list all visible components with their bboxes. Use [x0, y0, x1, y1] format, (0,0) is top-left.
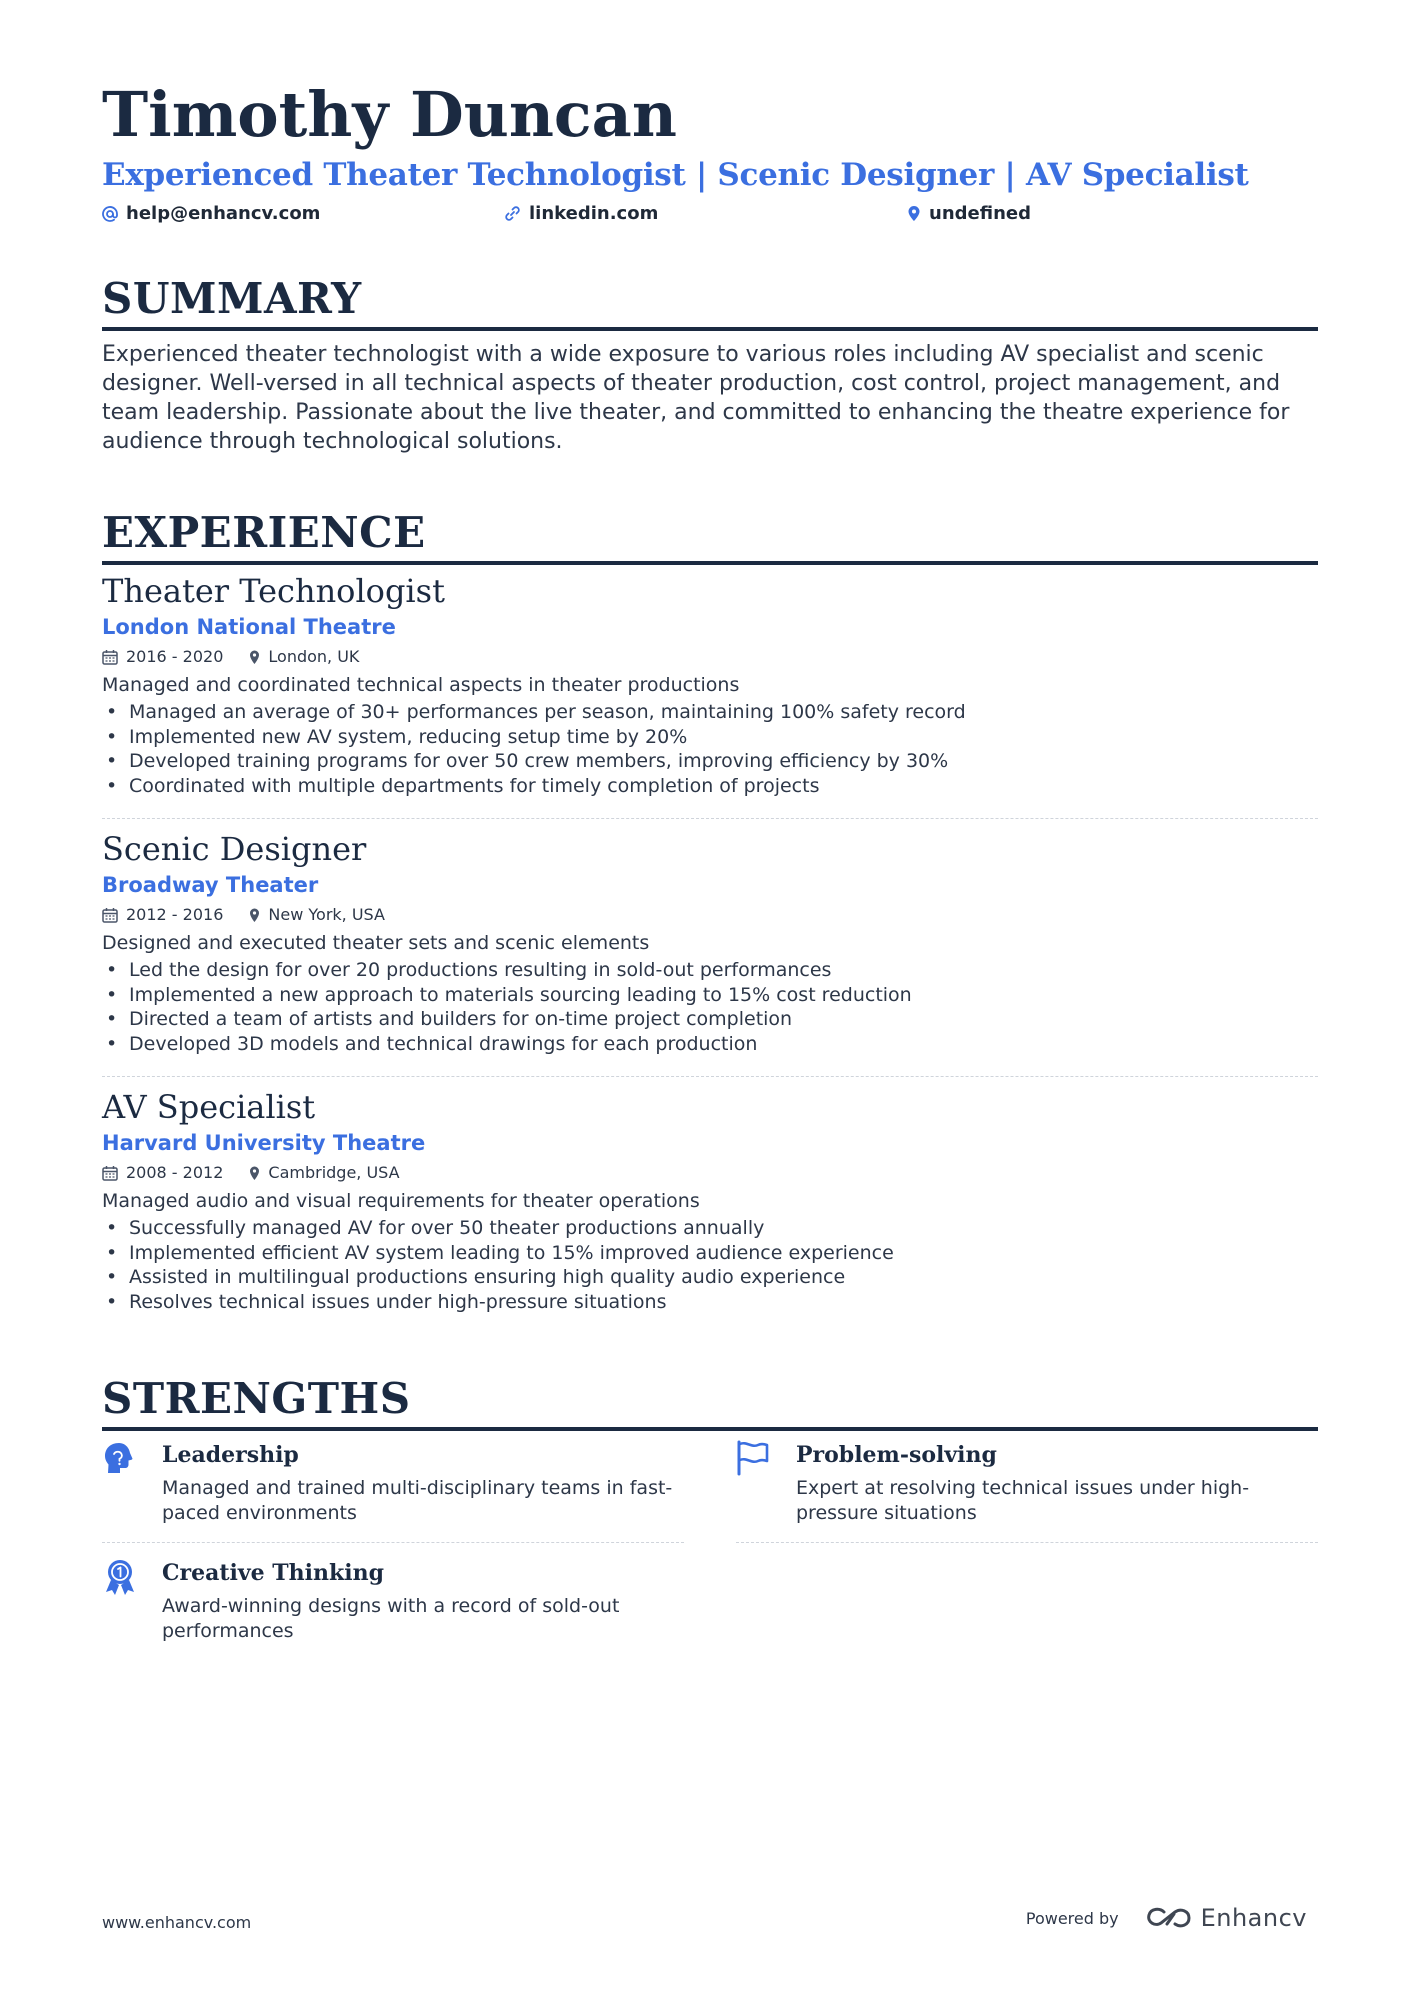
job-description: Managed audio and visual requirements for theater operations [102, 1190, 700, 1212]
calendar-icon [102, 907, 118, 923]
job-location [249, 644, 359, 670]
job-description: Designed and executed theater sets and scenic elements [102, 932, 650, 954]
job-location [249, 902, 385, 928]
job-bullet: • Resolves technical issues under high-pressure situations [102, 1290, 1318, 1315]
at-icon [102, 206, 118, 222]
strength-divider [736, 1542, 1318, 1543]
job-dates [102, 902, 223, 928]
strength-description: Managed and trained multi-disciplinary teams in fast-paced environments [162, 1477, 673, 1524]
location-pin-icon [249, 650, 260, 665]
job-divider [102, 1076, 1318, 1077]
enhancv-logo-icon [1145, 1905, 1193, 1931]
powered-by-text: Powered by [1025, 1908, 1119, 1928]
job-bullet: • Implemented new AV system, reducing setup time by 20% [102, 725, 1318, 750]
experience-heading: EXPERIENCE [102, 512, 1318, 565]
footer-website[interactable]: www.enhancv.com [102, 1913, 252, 1932]
job-title: Theater Technologist [102, 572, 445, 610]
summary-text: Experienced theater technologist with a wide exposure to various roles including AV specialist and scenic designer. Well-versed in all technical aspects of theater production, cost control, project management, and team leadership. Passionate about the live theater, and committed to enhancing the theatre experience for audience through technological solutions. [102, 342, 1290, 454]
job-bullet: • Directed a team of artists and builders for on-time project completion [102, 1007, 1318, 1032]
award-icon [102, 1558, 138, 1598]
location-pin-icon [907, 205, 921, 222]
job-description: Managed and coordinated technical aspects in theater productions [102, 674, 740, 696]
job-bullet: • Implemented efficient AV system leading to 15% improved audience experience [102, 1241, 1318, 1266]
candidate-name: Timothy Duncan [102, 78, 677, 151]
job-bullet: • Developed 3D models and technical drawings for each production [102, 1032, 1318, 1057]
job-bullet: • Led the design for over 20 productions resulting in sold-out performances [102, 958, 1318, 983]
job-bullet: • Developed training programs for over 50 crew members, improving efficiency by 30% [102, 749, 1318, 774]
strength-description: Award-winning designs with a record of sold-out performances [162, 1595, 620, 1642]
email-text: help@enhancv.com [126, 203, 321, 224]
job-entry [102, 830, 1318, 1056]
job-bullets [102, 700, 1318, 798]
calendar-icon [102, 649, 118, 665]
brand-name: Enhancv [1200, 1904, 1307, 1932]
flag-icon [736, 1440, 772, 1480]
calendar-icon [102, 1165, 118, 1181]
link-icon [504, 205, 521, 222]
job-title: Scenic Designer [102, 830, 367, 868]
brand-logo[interactable] [1145, 1904, 1307, 1932]
job-location [249, 1160, 399, 1186]
contact-email[interactable] [102, 203, 320, 224]
job-meta [102, 644, 1318, 670]
job-company: London National Theatre [102, 615, 396, 639]
strength-title: Creative Thinking [162, 1560, 385, 1586]
job-dates [102, 644, 223, 670]
job-dates [102, 1160, 223, 1186]
linkedin-text: linkedin.com [529, 203, 659, 224]
location-pin-icon [249, 908, 260, 923]
job-location-text: New York, USA [268, 905, 385, 924]
summary-heading: SUMMARY [102, 278, 1318, 331]
head-icon [102, 1440, 138, 1480]
strength-title: Leadership [162, 1442, 299, 1468]
job-location-text: Cambridge, USA [268, 1163, 400, 1182]
strength-title: Problem-solving [796, 1442, 997, 1468]
contact-linkedin[interactable] [504, 203, 658, 224]
job-bullet: • Successfully managed AV for over 50 theater productions annually [102, 1216, 1318, 1241]
job-entry [102, 572, 1318, 798]
job-location-text: London, UK [268, 647, 360, 666]
job-title: AV Specialist [102, 1088, 316, 1126]
job-company: Harvard University Theatre [102, 1131, 426, 1155]
location-pin-icon [249, 1166, 260, 1181]
job-dates-text: 2008 - 2012 [126, 1163, 224, 1182]
footer-brand-area [1026, 1904, 1307, 1932]
job-entry [102, 1088, 1318, 1314]
candidate-headline: Experienced Theater Technologist | Scenic Designer | AV Specialist [102, 157, 1249, 193]
contact-bar [102, 203, 1318, 227]
job-divider [102, 818, 1318, 819]
strength-description: Expert at resolving technical issues under high-pressure situations [796, 1477, 1250, 1524]
job-bullet: • Assisted in multilingual productions ensuring high quality audio experience [102, 1265, 1318, 1290]
job-dates-text: 2012 - 2016 [126, 905, 224, 924]
contact-location [907, 203, 1031, 224]
job-meta [102, 902, 1318, 928]
job-bullet: • Implemented a new approach to materials sourcing leading to 15% cost reduction [102, 983, 1318, 1008]
job-meta [102, 1160, 1318, 1186]
job-bullets [102, 1216, 1318, 1314]
strengths-heading: STRENGTHS [102, 1378, 1318, 1431]
strength-divider [102, 1542, 684, 1543]
job-bullets [102, 958, 1318, 1056]
job-bullet: • Coordinated with multiple departments for timely completion of projects [102, 774, 1318, 799]
job-bullet: • Managed an average of 30+ performances per season, maintaining 100% safety record [102, 700, 1318, 725]
location-text: undefined [929, 203, 1031, 224]
job-dates-text: 2016 - 2020 [126, 647, 224, 666]
job-company: Broadway Theater [102, 873, 319, 897]
